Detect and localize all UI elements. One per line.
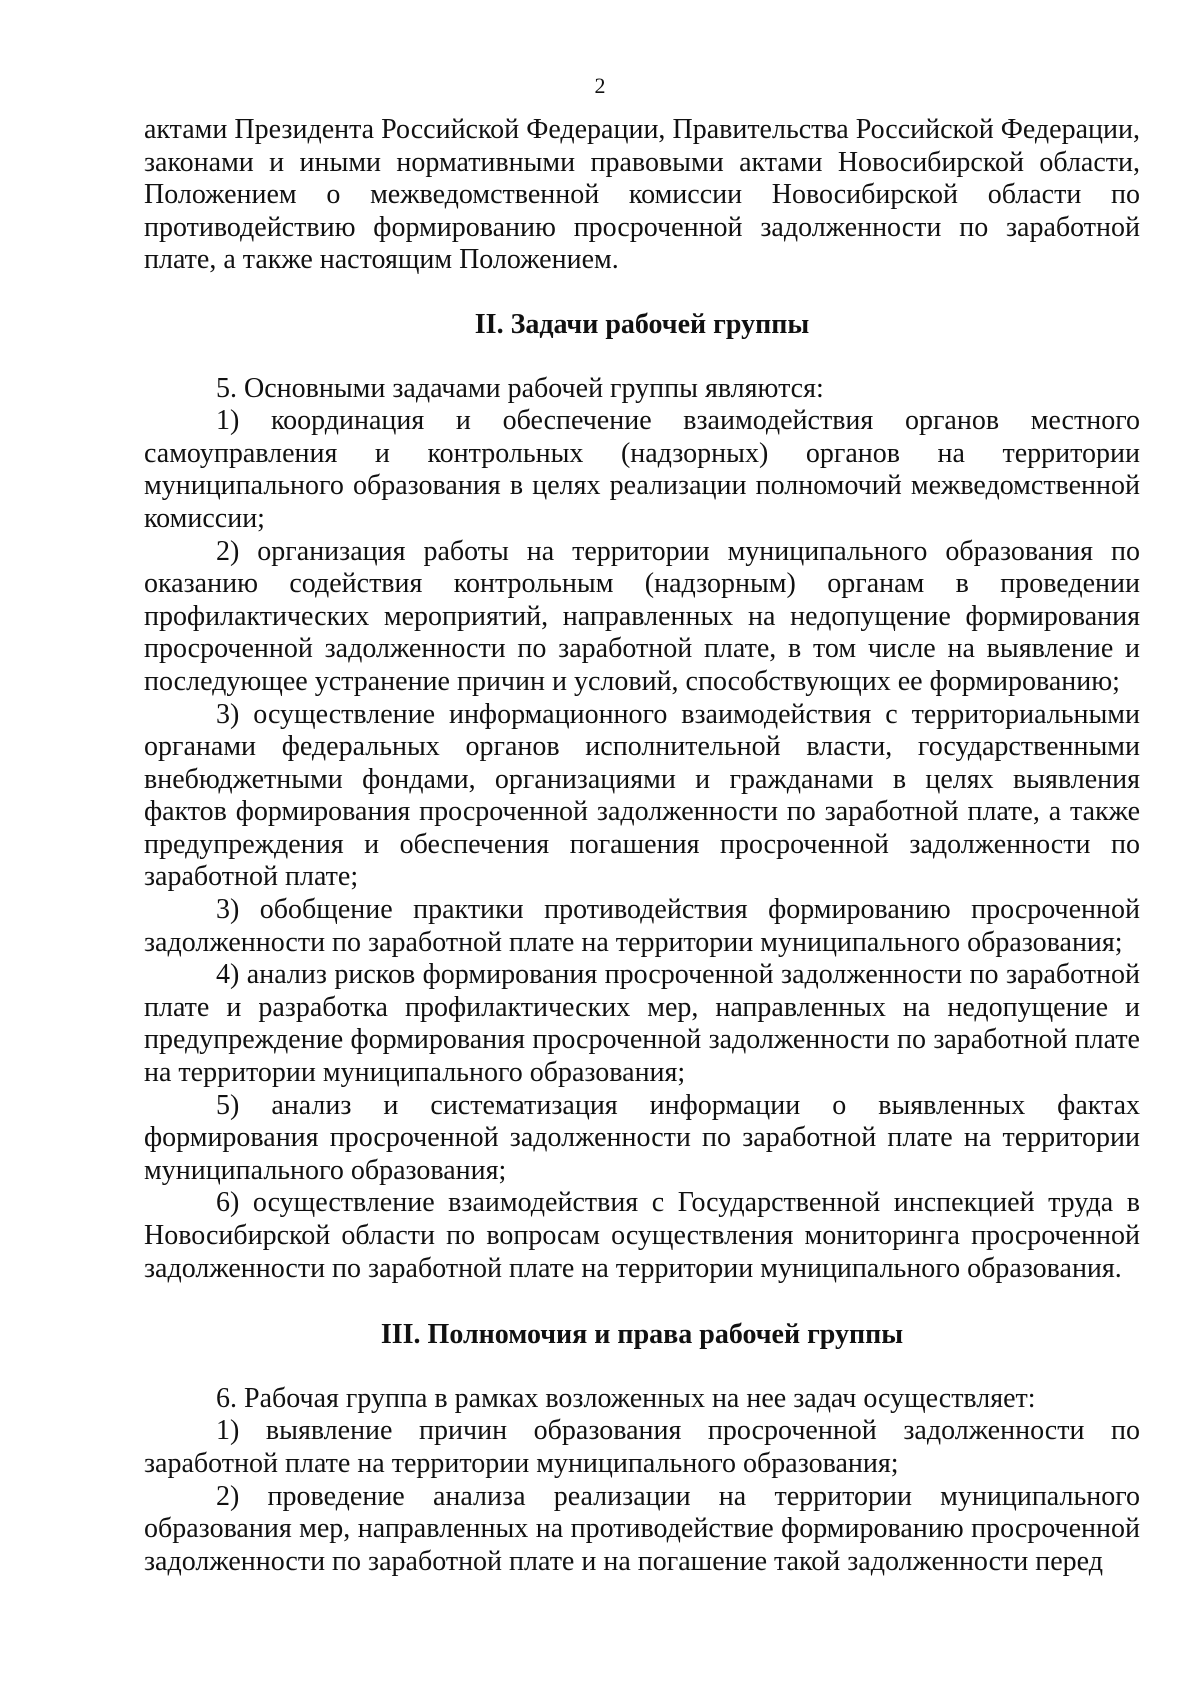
section-2-heading: II. Задачи рабочей группы (474, 308, 810, 340)
page-number: 2 (594, 73, 606, 98)
section-3-paragraph: 2) проведение анализа реализации на территории муниципального образования мер, направленных на противодействие формированию просроченной задолженности по заработной плате и на погашение такой задолженности перед (144, 1480, 1140, 1577)
section-2-paragraph: 1) координация и обеспечение взаимодействия органов местного самоуправления и контрольных (надзорных) органов на территории муниципального образования в целях реализации полномочий межведомственной комиссии; (144, 405, 1140, 534)
section-2-paragraph: 5) анализ и систематизация информации о выявленных фактах формирования просроченной задолженности по заработной плате на территории муниципального образования; (144, 1089, 1140, 1186)
section-2-paragraph: 2) организация работы на территории муниципального образования по оказанию содействия контрольным (надзорным) органам в проведении профилактических мероприятий, направленных на недопущение формирования просроченной задолженности по заработной плате, в том числе на выявление и последующее устранение причин и условий, способствующих ее формированию; (144, 535, 1140, 697)
document-body (144, 114, 1140, 1578)
section-2-paragraph: 3) обобщение практики противодействия формированию просроченной задолженности по заработной плате на территории муниципального образования; (144, 894, 1140, 958)
section-3-paragraph: 6. Рабочая группа в рамках возложенных на нее задач осуществляет: (216, 1382, 1036, 1414)
section-3-paragraph: 1) выявление причин образования просроченной задолженности по заработной плате на территории муниципального образования; (144, 1415, 1140, 1479)
intro-paragraph: актами Президента Российской Федерации, Правительства Российской Федерации, законами и иными нормативными правовыми актами Новосибирской области, Положением о межведомственной комиссии Новосибирской области по противодействию формированию просроченной задолженности по заработной плате, а также настоящим Положением. (144, 114, 1140, 276)
section-3-heading: III. Полномочия и права рабочей группы (380, 1319, 904, 1351)
section-2-paragraph: 5. Основными задачами рабочей группы являются: (216, 372, 824, 404)
section-2-paragraph: 4) анализ рисков формирования просроченной задолженности по заработной плате и разработка профилактических мер, направленных на недопущение и предупреждение формирования просроченной задолженности по заработной плате на территории муниципального образования; (144, 959, 1140, 1089)
section-2-paragraph: 6) осуществление взаимодействия с Государственной инспекцией труда в Новосибирской области по вопросам осуществления мониторинга просроченной задолженности по заработной плате на территории муниципального образования. (144, 1187, 1140, 1284)
section-2-paragraph: 3) осуществление информационного взаимодействия с территориальными органами федеральных органов исполнительной власти, государственными внебюджетными фондами, организациями и гражданами в целях выявления фактов формирования просроченной задолженности по заработной плате, а также предупреждения и обеспечения погашения просроченной задолженности по заработной плате; (144, 698, 1140, 893)
